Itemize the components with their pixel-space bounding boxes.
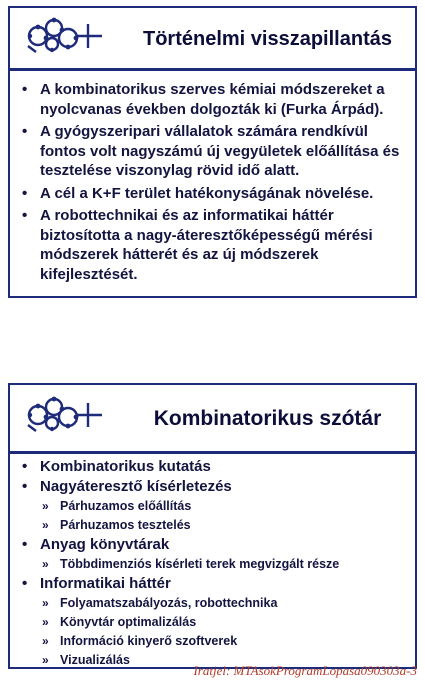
bullet-text: A robottechnikai és az informatikai háttér biztosította a nagy-áteresztőképességű mérési módszerek hátterét és az új módszerek kifejlesztését. [40, 207, 373, 283]
glossary-subitem [20, 497, 405, 516]
bullet-icon: • [22, 458, 28, 475]
sub-bullet-icon: » [42, 499, 49, 513]
glossary-item [20, 574, 405, 593]
molecule-network-logo-icon [24, 395, 104, 435]
glossary-list [20, 457, 405, 670]
bullet-icon: • [22, 123, 28, 140]
glossary-label: Nagyáteresztő kísérletezés [40, 478, 232, 495]
bullet-icon: • [22, 81, 28, 98]
molecule-network-logo-icon [24, 16, 104, 56]
bullet-item [20, 184, 405, 204]
subitem-text: Párhuzamos előállítás [60, 499, 192, 513]
glossary-label: Informatikai háttér [40, 575, 171, 592]
bullet-icon: • [22, 478, 28, 495]
sub-bullet-icon: » [42, 557, 49, 571]
subitem-text: Vizualizálás [60, 653, 130, 667]
subitem-text: Többdimenziós kísérleti terek megvizgált része [60, 557, 340, 571]
bullet-text: A cél a K+F terület hatékonyságának növelése. [40, 184, 374, 202]
sub-bullet-icon: » [42, 634, 49, 648]
glossary-subitem [20, 594, 405, 613]
bullet-item [20, 206, 405, 284]
bullet-text: A gyógyszeripari vállalatok számára rendkívül fontos volt nagyszámú új vegyületek előállítása és tesztelése viszonylag rövid idő alatt. [40, 123, 400, 179]
sub-bullet-icon: » [42, 615, 49, 629]
glossary-label: Anyag könyvtárak [40, 536, 170, 553]
glossary-subitem [20, 613, 405, 632]
title-divider [10, 451, 415, 454]
bullet-item [20, 80, 405, 119]
glossary-subitem [20, 555, 405, 574]
glossary-item [20, 477, 405, 496]
glossary-item [20, 457, 405, 476]
subitem-text: Információ kinyerő szoftverek [60, 634, 238, 648]
slide-historical-overview [8, 6, 417, 298]
bullet-icon: • [22, 536, 28, 553]
slide-title: Kombinatorikus szótár [153, 407, 382, 430]
bullet-item [20, 122, 405, 181]
glossary-subitem [20, 516, 405, 535]
subitem-text: Párhuzamos tesztelés [60, 518, 191, 532]
bullet-icon: • [22, 207, 28, 224]
glossary-subitem [20, 632, 405, 651]
bullet-icon: • [22, 575, 28, 592]
bullet-icon: • [22, 184, 28, 202]
sub-bullet-icon: » [42, 518, 49, 532]
document-reference-caption: Iratjel: MTAsokProgramLopasa090303a-3 [193, 663, 417, 678]
sub-bullet-icon: » [42, 653, 49, 667]
glossary-item [20, 535, 405, 554]
slide-combinatorial-glossary [8, 383, 417, 669]
slide-title: Történelmi visszapillantás [143, 27, 392, 50]
title-divider [10, 68, 415, 71]
subitem-text: Könyvtár optimalizálás [60, 615, 197, 629]
glossary-label: Kombinatorikus kutatás [40, 458, 211, 475]
sub-bullet-icon: » [42, 596, 49, 610]
bullet-text: A kombinatorikus szerves kémiai módszereket a nyolcvanas években dolgozták ki (Furka Árpád). [40, 81, 385, 118]
subitem-text: Folyamatszabályozás, robottechnika [60, 596, 278, 610]
bullet-list [20, 80, 405, 287]
